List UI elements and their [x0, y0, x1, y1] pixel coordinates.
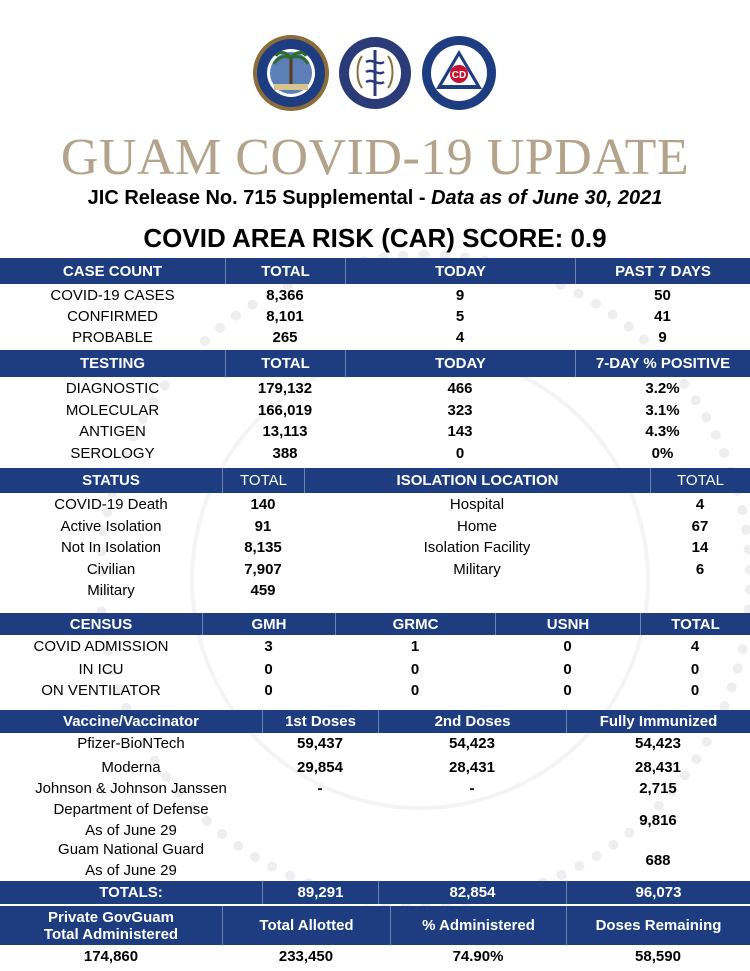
header-cell: CENSUS — [69, 615, 133, 633]
cell-value: 7,907 — [244, 561, 282, 578]
cell-value: 6 — [695, 561, 705, 578]
table-row — [0, 840, 750, 880]
cell-value: 28,431 — [449, 759, 495, 776]
row-label: COVID ADMISSION — [33, 638, 169, 655]
cell-value: 0 — [563, 661, 572, 678]
cell-value: 265 — [272, 329, 298, 346]
header-cell: 7-DAY % POSITIVE — [575, 350, 750, 377]
cell-value: 466 — [447, 380, 473, 397]
cell-value: 4 — [690, 638, 700, 655]
data-as-of: Data as of June 30, 2021 — [431, 187, 663, 209]
cell-value: 233,450 — [278, 948, 334, 965]
public-health-seal-icon — [336, 34, 414, 112]
table-row — [0, 306, 750, 327]
cell-value: 9 — [455, 287, 465, 304]
table-row — [0, 636, 750, 657]
table-row — [0, 285, 750, 306]
table-row — [0, 400, 750, 421]
cell-value: 8,366 — [266, 287, 304, 304]
cell-value: 0 — [563, 638, 572, 655]
cell-value: 91 — [254, 518, 272, 535]
row-label: CONFIRMED — [67, 308, 158, 325]
header-cell: TOTAL — [225, 258, 345, 284]
cell-value: 59,437 — [297, 735, 343, 752]
header-cell: TOTAL — [222, 468, 304, 493]
status-header — [0, 468, 750, 493]
cell-value: 174,860 — [83, 948, 139, 965]
table-row — [0, 378, 750, 399]
table-row — [0, 327, 750, 348]
totals-value: 96,073 — [566, 881, 750, 904]
header-cell: STATUS — [82, 472, 140, 489]
cell-value: 166,019 — [257, 402, 313, 419]
row-label: Johnson & Johnson Janssen — [35, 780, 227, 797]
row-label: COVID-19 CASES — [50, 287, 175, 304]
table-row — [0, 559, 750, 580]
gng-label: Guam National Guard — [58, 841, 204, 858]
cell-value: 4 — [695, 496, 705, 513]
cell-value: 459 — [250, 582, 276, 599]
cell-value: 8,135 — [244, 539, 282, 556]
governor-seal-icon — [252, 34, 330, 112]
row-label: Civilian — [86, 561, 136, 578]
row-label: DIAGNOSTIC — [65, 380, 160, 397]
header-cell: USNH — [495, 613, 640, 635]
cell-value: 3.1% — [645, 402, 680, 419]
cell-value: 143 — [447, 423, 473, 440]
testing-header — [0, 350, 750, 377]
header-cell: Vaccine/Vaccinator — [63, 713, 199, 730]
row-label: Military — [453, 561, 501, 578]
row-label: ANTIGEN — [79, 423, 146, 440]
cell-value: 29,854 — [297, 759, 343, 776]
cell-value: 54,423 — [449, 735, 495, 752]
cell-value: 9 — [658, 329, 667, 346]
cell-value: - — [469, 780, 475, 797]
header-cell: ISOLATION LOCATION — [304, 468, 650, 493]
header-cell — [0, 906, 222, 945]
header-cell: TESTING — [79, 355, 145, 372]
cell-value: 3.2% — [645, 380, 680, 397]
private-header-line1: Private GovGuam — [48, 908, 174, 926]
row-label: Isolation Facility — [423, 539, 531, 556]
table-row — [0, 516, 750, 537]
cell-value: 0 — [563, 682, 572, 699]
header-cell: TOTAL — [640, 613, 750, 635]
row-label: COVID-19 Death — [54, 496, 168, 513]
cell-value: 0 — [264, 661, 273, 678]
header-cell: TOTAL — [225, 350, 345, 377]
header-cell: GMH — [202, 613, 335, 635]
cell-value: 41 — [654, 308, 671, 325]
table-row — [0, 537, 750, 558]
header-cell: PAST 7 DAYS — [575, 258, 750, 284]
table-row — [0, 421, 750, 442]
homeland-security-seal-icon — [420, 34, 498, 112]
row-label — [0, 800, 262, 840]
row-label: ON VENTILATOR — [41, 682, 161, 699]
cell-value: 14 — [691, 539, 709, 556]
cell-value: 4 — [455, 329, 465, 346]
row-label: Moderna — [101, 759, 161, 776]
header-cell: TODAY — [345, 258, 575, 284]
header-cell: GRMC — [335, 613, 495, 635]
cell-value: 323 — [447, 402, 473, 419]
table-row — [0, 733, 750, 754]
header-cell: Doses Remaining — [566, 906, 750, 945]
table-row — [0, 580, 750, 601]
cell-value: 13,113 — [262, 423, 308, 440]
cell-value: 140 — [250, 496, 276, 513]
row-label: Home — [456, 518, 497, 535]
cell-value: 0 — [410, 682, 420, 699]
dod-label: Department of Defense — [53, 801, 209, 818]
row-label: IN ICU — [78, 661, 124, 678]
private-header — [0, 906, 750, 945]
table-row — [0, 800, 750, 840]
cell-value: 2,715 — [639, 780, 677, 797]
release-number: JIC Release No. 715 Supplemental - — [87, 187, 432, 209]
case-count-header — [0, 258, 750, 284]
release-line — [0, 185, 750, 211]
cell-value: 0 — [690, 682, 700, 699]
cell-value: 179,132 — [257, 380, 313, 397]
cell-value: 388 — [272, 445, 298, 462]
cell-value: 3 — [264, 638, 273, 655]
cell-value: 8,101 — [266, 308, 304, 325]
table-row — [0, 443, 750, 464]
row-label: Not In Isolation — [60, 539, 162, 556]
header-cell: Total Allotted — [222, 906, 390, 945]
cell-value: 50 — [654, 287, 671, 304]
header-cell: 2nd Doses — [378, 710, 566, 733]
cell-value: 0 — [410, 661, 420, 678]
header-cell: TOTAL — [650, 468, 750, 493]
vaccine-header — [0, 710, 750, 733]
cell-value: 28,431 — [635, 759, 681, 776]
row-label: Pfizer-BioNTech — [77, 735, 185, 752]
census-header — [0, 613, 750, 635]
page-title: GUAM COVID-19 UPDATE — [60, 129, 690, 186]
totals-label: TOTALS: — [99, 884, 163, 901]
cell-value: 0 — [690, 661, 700, 678]
table-row — [0, 659, 750, 680]
cell-value: 0 — [264, 682, 273, 699]
row-label: Active Isolation — [60, 518, 162, 535]
cell-value: 67 — [691, 518, 709, 535]
row-label — [0, 840, 262, 880]
row-label: SEROLOGY — [70, 445, 155, 462]
header-cell: Fully Immunized — [566, 710, 750, 733]
cell-value: 9,816 — [639, 811, 677, 829]
cd-seal-text: CD — [451, 70, 467, 81]
header-cell: TODAY — [345, 350, 575, 377]
header-cell: CASE COUNT — [62, 262, 163, 280]
cell-value: 74.90% — [452, 948, 504, 965]
dod-as-of: As of June 29 — [85, 822, 177, 839]
row-label: MOLECULAR — [65, 402, 160, 419]
cell-value: 0% — [651, 445, 674, 462]
cell-value: 5 — [455, 308, 465, 325]
row-label: Hospital — [449, 496, 505, 513]
gng-as-of: As of June 29 — [85, 862, 177, 879]
row-label: PROBABLE — [72, 329, 153, 346]
private-header-line2: Total Administered — [43, 925, 179, 943]
table-row — [0, 494, 750, 515]
table-row — [0, 778, 750, 799]
totals-value: 82,854 — [378, 881, 566, 904]
cell-value: 4.3% — [645, 423, 680, 440]
header-cell: % Administered — [390, 906, 566, 945]
table-row — [0, 680, 750, 701]
totals-value: 89,291 — [262, 881, 378, 904]
table-row — [0, 757, 750, 778]
cell-value: 1 — [410, 638, 420, 655]
table-row — [0, 946, 750, 967]
cell-value: - — [317, 780, 323, 797]
totals-row — [0, 881, 750, 904]
row-label: Military — [87, 582, 135, 599]
car-score: COVID AREA RISK (CAR) SCORE: 0.9 — [143, 223, 607, 253]
cell-value: 58,590 — [635, 948, 681, 965]
seal-row — [0, 34, 750, 114]
cell-value: 0 — [455, 445, 465, 462]
cell-value: 54,423 — [635, 735, 681, 752]
header-cell: 1st Doses — [262, 710, 378, 733]
cell-value: 688 — [645, 851, 671, 869]
